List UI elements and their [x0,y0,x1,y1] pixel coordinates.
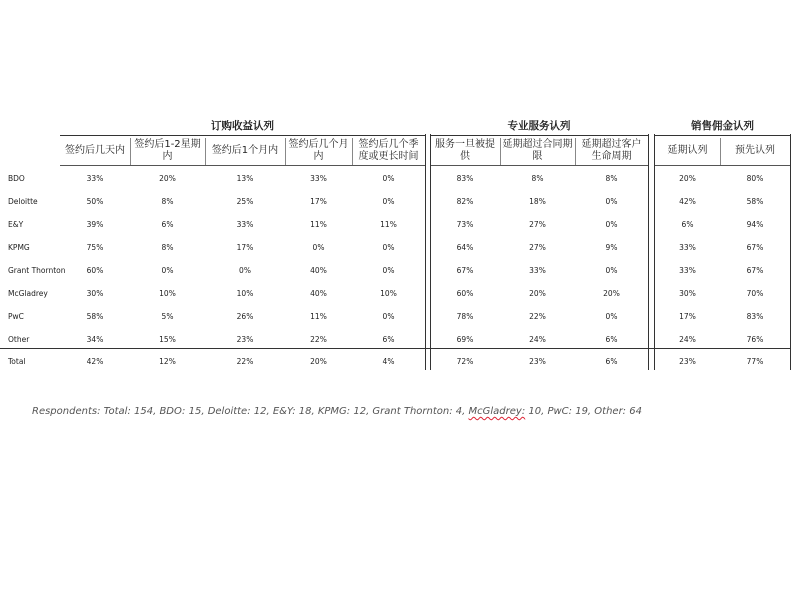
table-cell: 11% [380,220,397,229]
table-cell: 0% [605,312,618,321]
column-divider [285,138,286,165]
column-header-quarters-or-longer: 签约后几个季度或更长时间 [358,139,419,162]
column-divider [352,138,353,165]
header-rule-sales-commission [655,165,790,166]
group-title-subscription: 订购收益认列 [211,120,274,132]
table-cell: 33% [529,266,546,275]
table-cell: 24% [529,335,546,344]
column-header-within-days: 签约后几天内 [65,145,125,156]
column-header-over-contract-term: 延期超过合同期限 [502,139,573,162]
table-cell: 0% [382,197,395,206]
table-cell: 23% [679,357,696,366]
table-cell: 26% [236,312,254,321]
table-cell: 78% [456,312,474,321]
table-cell: 39% [86,220,104,229]
table-cell: 6% [681,220,694,229]
table-cell: 33% [236,220,254,229]
table-cell: 0% [239,266,251,275]
total-row-rule [0,348,790,349]
table-cell: 4% [382,357,395,366]
table-cell: 22% [310,335,327,344]
column-divider [500,138,501,165]
table-cell: 6% [382,335,395,344]
table-cell: 0% [312,243,325,252]
table-cell: 64% [456,243,474,252]
column-divider [575,138,576,165]
table-cell: 12% [159,357,176,366]
table-cell: 73% [456,220,474,229]
table-cell: 60% [86,266,104,275]
table-cell: 11% [310,220,327,229]
table-cell: 0% [605,197,618,206]
table-cell: 13% [236,174,254,183]
row-label: Total [8,357,26,366]
table-cell: 0% [382,174,395,183]
table-cell: 20% [603,289,620,298]
row-label: Deloitte [8,197,38,206]
footnote-text-before: Respondents: Total: 154, BDO: 15, Deloitte: 12, E&Y: 18, KPMG: 12, Grant Thornton: 4, [32,406,469,417]
table-cell: 30% [679,289,696,298]
column-header-once-service-provided: 服务一旦被提供 [435,139,495,162]
table-cell: 9% [605,243,618,252]
table-cell: 10% [380,289,397,298]
table-cell: 60% [456,289,474,298]
table-cell: 8% [161,243,174,252]
table-cell: 24% [679,335,696,344]
table-cell: 5% [161,312,174,321]
table-cell: 10% [236,289,254,298]
row-label: PwC [8,312,24,321]
row-label: E&Y [8,220,24,229]
table-cell: 80% [746,174,764,183]
table-cell: 83% [746,312,764,321]
table-cell: 8% [161,197,174,206]
group-rule-sales-commission [655,135,790,136]
table-cell: 20% [310,357,327,366]
table-cell: 76% [746,335,764,344]
table-cell: 0% [605,266,618,275]
table-cell: 20% [529,289,546,298]
column-header-over-customer-life: 延期超过客户生命周期 [581,139,642,162]
table-cell: 23% [529,357,546,366]
table-cell: 23% [236,335,254,344]
table-right-edge [790,134,791,370]
table-cell: 0% [382,266,395,275]
table-cell: 30% [86,289,104,298]
table-cell: 8% [605,174,618,183]
table-cell: 33% [310,174,327,183]
table-cell: 11% [310,312,327,321]
respondents-footnote [32,406,642,417]
table-cell: 17% [679,312,696,321]
group-title-sales-commission: 销售佣金认列 [691,120,754,132]
table-cell: 18% [529,197,546,206]
table-cell: 94% [746,220,764,229]
table-cell: 20% [159,174,176,183]
row-label: BDO [8,174,25,183]
table-cell: 67% [746,266,764,275]
table-cell: 50% [86,197,104,206]
header-rule-professional-services [430,165,648,166]
table-cell: 27% [529,243,546,252]
table-cell: 8% [531,174,544,183]
table-cell: 69% [456,335,474,344]
row-label: Other [8,335,30,344]
table-cell: 6% [605,357,618,366]
table-cell: 34% [86,335,104,344]
table-cell: 72% [456,357,474,366]
table-cell: 77% [746,357,764,366]
table-cell: 0% [382,243,395,252]
table-cell: 17% [310,197,327,206]
column-header-deferred: 延期认列 [667,145,708,156]
table-cell: 42% [679,197,696,206]
group-title-professional-services: 专业服务认列 [507,120,571,132]
table-cell: 0% [605,220,618,229]
column-header-within-1-2-weeks: 签约后1-2星期内 [134,139,201,162]
group-divider-right [648,134,649,370]
table-cell: 25% [236,197,254,206]
table-cell: 70% [746,289,764,298]
row-label: Grant Thornton [8,266,66,275]
table-cell: 33% [86,174,104,183]
group-rule-professional-services [430,135,648,136]
table-cell: 58% [86,312,104,321]
table-cell: 10% [159,289,176,298]
table-cell: 6% [605,335,618,344]
table-cell: 82% [456,197,474,206]
table-cell: 67% [746,243,764,252]
group-divider-left [425,134,426,370]
footnote-text-after: 10, PwC: 19, Other: 64 [525,406,642,417]
table-cell: 22% [529,312,546,321]
row-label: McGladrey [8,289,48,298]
column-divider [720,138,721,165]
table-cell: 20% [679,174,696,183]
table-cell: 67% [456,266,474,275]
table-cell: 22% [236,357,254,366]
table-cell: 0% [382,312,395,321]
table-cell: 40% [310,289,327,298]
table-cell: 33% [679,243,696,252]
table-cell: 15% [159,335,176,344]
table-cell: 40% [310,266,327,275]
table-cell: 75% [86,243,104,252]
table-cell: 83% [456,174,474,183]
table-cell: 27% [529,220,546,229]
table-cell: 58% [746,197,764,206]
group-rule-subscription [60,135,425,136]
table-cell: 0% [161,266,174,275]
row-label: KPMG [8,243,30,252]
column-header-within-months: 签约后几个月内 [288,139,349,162]
column-header-within-1-month: 签约后1个月内 [211,145,279,156]
footnote-flagged-word: McGladrey: [468,406,526,417]
column-divider [205,138,206,165]
table-cell: 33% [679,266,696,275]
column-divider [130,138,131,165]
column-header-upfront: 预先认列 [735,145,775,156]
header-rule-subscription [60,165,425,166]
table-cell: 42% [86,357,104,366]
table-cell: 6% [161,220,174,229]
table-cell: 17% [236,243,254,252]
